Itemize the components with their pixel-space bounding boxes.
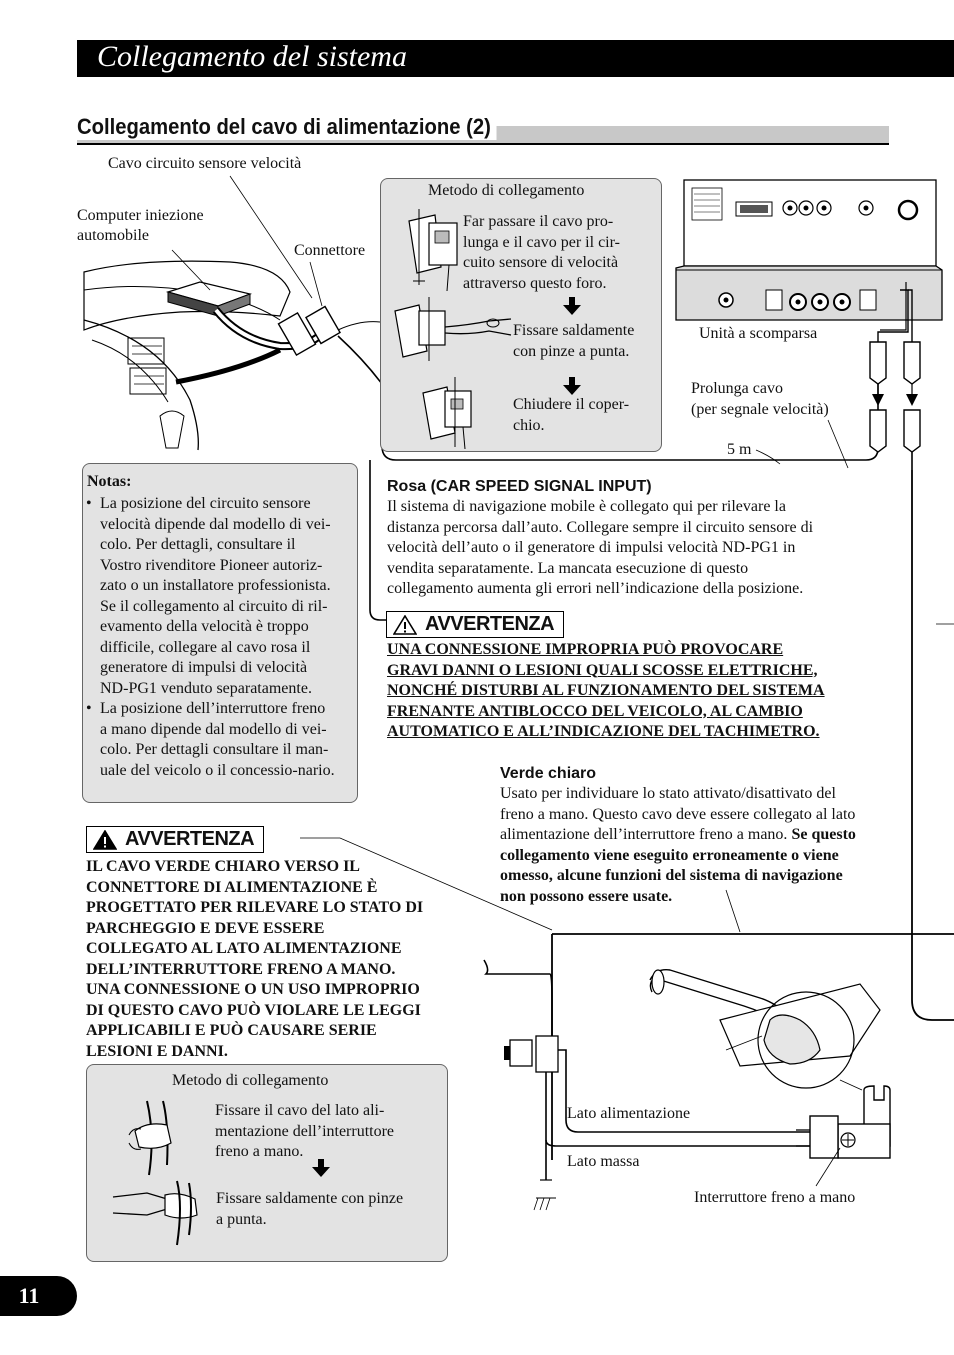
computer-label-line2: automobile: [77, 227, 149, 244]
hidden-unit-label: Unità a scomparsa: [699, 325, 818, 342]
length-label: 5 m: [727, 441, 752, 458]
warning-triangle-icon: [393, 615, 417, 635]
warning-badge-2-label: AVVERTENZA: [125, 828, 255, 850]
ground-side-label: Lato massa: [567, 1153, 640, 1170]
method-box-top: [380, 178, 662, 452]
power-side-label: Lato alimentazione: [567, 1105, 691, 1122]
speed-circuit-label: Cavo circuito sensore velocità: [108, 155, 302, 172]
light-green-paragraph: Usato per individuare lo stato attivato/disattivato del freno a mano. Questo cavo deve essere collegato al lato alimentazione dell’interruttore freno a mano. Se questo collegamento viene eseguito erroneamente o viene omesso, alcune funzioni del sistema di navigazione non possono essere usate.: [500, 785, 856, 905]
method-top-illustrations: [389, 201, 659, 451]
warning-badge-1-label: AVVERTENZA: [425, 613, 555, 635]
warning-1-text: UNA CONNESSIONE IMPROPRIA PUÒ PROVOCARE GRAVI DANNI O LESIONI QUALI SCOSSE ELETTRICHE, NONCHÉ DISTURBI AL FUNZIONAMENTO DEL SISTEMA FRENANTE ANTIBLOCCO DEL VEICOLO, AL CAMBIO AUTOMATICO E ALL’INDICAZIONE DEL TACHIMETRO.: [387, 641, 825, 740]
method-box-top-title: Metodo di collegamento: [428, 182, 585, 199]
section-title: Collegamento del cavo di alimentazione (2): [77, 114, 496, 140]
page-title: Collegamento del sistema: [97, 40, 407, 73]
extension-label-line2: (per segnale velocità): [691, 401, 829, 418]
method-top-step2: Fissare saldamente con pinze a punta.: [513, 322, 635, 360]
note-item: • La posizione dell’interruttore freno a mano dipende dal modello di vei- colo. Per dettagli consultare il man- uale del veicolo o il concessio-nario.: [86, 699, 358, 781]
page-number: 11: [18, 1283, 40, 1308]
notes-list: [86, 494, 358, 781]
connector-label: Connettore: [294, 242, 366, 259]
method-top-step1: Far passare il cavo pro- lunga e il cavo per il cir- cuito sensore di velocità attraverso questo foro.: [463, 213, 620, 292]
method-box-bottom-title: Metodo di collegamento: [172, 1072, 329, 1089]
brake-switch-label: Interruttore freno a mano: [694, 1189, 856, 1206]
warning-triangle-icon: [93, 830, 117, 850]
warning-badge-1: [386, 611, 564, 638]
method-bottom-illustrations: [107, 1095, 437, 1255]
method-bottom-step1: Fissare il cavo del lato ali- mentazione dell’interruttore freno a mano.: [215, 1102, 395, 1160]
computer-label-line1: Computer iniezione: [77, 207, 204, 224]
handbrake-wiring-illustration: [480, 940, 954, 1230]
method-bottom-step2: Fissare saldamente con pinze a punta.: [216, 1190, 404, 1228]
pink-paragraph: Il sistema di navigazione mobile è collegato qui per rilevare la distanza percorsa dall’auto. Collegare sempre il circuito sensore di velocità dell’auto o il generatore di impulsi velocità ND-PG1 in vendita separatamente. La mancata esecuzione di questo collegamento aumenta gli errori nell’indicazione della posizione.: [387, 498, 814, 597]
notes-title: Notas:: [87, 473, 132, 490]
extension-label-line1: Prolunga cavo: [691, 380, 783, 397]
notes-box: [82, 463, 358, 803]
warning-badge-2: [86, 826, 264, 853]
note-item: • La posizione del circuito sensore velocità dipende dal modello di vei- colo. Per dettagli, consultare il Vostro rivenditore Pioneer autoriz- zato o un installatore professionista. Se il collegamento al circuito di ril- evamento della velocità è troppo difficile, collegare al cavo rosa il generatore di impulsi di velocità ND-PG1 venduto separatamente.: [86, 494, 358, 699]
method-box-bottom: [86, 1064, 448, 1262]
section-rule: [77, 143, 889, 145]
light-green-heading: Verde chiaro: [500, 765, 597, 782]
pink-heading: Rosa (CAR SPEED SIGNAL INPUT): [387, 478, 652, 495]
method-top-step3: Chiudere il coper- chio.: [513, 396, 630, 434]
warning-2-text: IL CAVO VERDE CHIARO VERSO IL CONNETTORE DI ALIMENTAZIONE È PROGETTATO PER RILEVARE LO STATO DI PARCHEGGIO E DEVE ESSERE COLLEGATO AL LATO ALIMENTAZIONE DELL’INTERRUTTORE FRENO A MANO. UNA CONNESSIONE O UN USO IMPROPRIO DI QUESTO CAVO PUÒ VIOLARE LE LEGGI APPLICABILI E PUÒ CAUSARE SERIE LESIONI E DANNI.: [86, 858, 424, 1060]
